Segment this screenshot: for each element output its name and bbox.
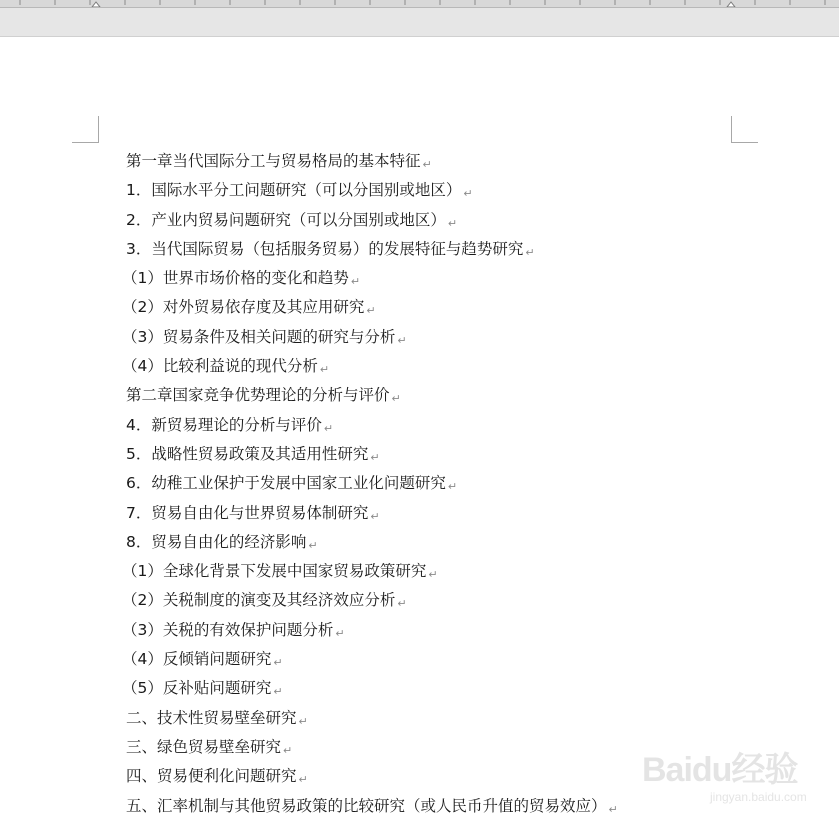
paragraph-mark-icon: ↵ [366,304,376,318]
line-text: （4）反倾销问题研究 [122,650,272,669]
paragraph-mark-icon: ↵ [447,480,458,494]
line-text: 第一章当代国际分工与贸易格局的基本特征 [126,152,421,170]
margin-corner-left [72,116,99,143]
line-text: 第二章国家竞争优势理论的分析与评价 [126,386,390,405]
document-line[interactable] [126,704,766,733]
line-text: （4）比较利益说的现代分析 [122,357,318,376]
document-line[interactable] [122,293,766,322]
document-line[interactable] [126,381,766,410]
paragraph-mark-icon: ↵ [422,158,432,171]
paragraph-mark-icon: ↵ [335,626,345,640]
paragraph-mark-icon: ↵ [350,275,361,289]
line-text: 6．幼稚工业保护于发展中国家工业化问题研究 [126,474,446,493]
document-line[interactable] [126,147,766,176]
indent-marker-icon [92,2,100,7]
paragraph-mark-icon: ↵ [323,421,334,435]
document-line[interactable] [126,235,766,264]
paragraph-mark-icon: ↵ [428,568,438,582]
paragraph-mark-icon: ↵ [463,187,473,201]
paragraph-mark-icon: ↵ [308,538,318,552]
paragraph-mark-icon: ↵ [319,363,330,377]
margin-corner-right [731,116,758,143]
paragraph-mark-icon: ↵ [397,597,407,611]
paragraph-mark-icon: ↵ [525,245,535,259]
document-line[interactable] [122,674,766,703]
paragraph-mark-icon: ↵ [447,216,458,230]
document-line[interactable] [122,323,766,352]
line-text: （3）贸易条件及相关问题的研究与分析 [122,327,396,346]
line-text: 4．新贸易理论的分析与评价 [126,415,322,434]
document-line[interactable] [126,733,766,762]
document-line[interactable] [122,616,766,645]
document-line[interactable] [122,586,766,615]
document-line[interactable] [126,528,766,557]
line-text: 二、技术性贸易壁垒研究 [126,708,297,727]
line-text: （2）对外贸易依存度及其应用研究 [122,298,365,317]
line-text: （1）世界市场价格的变化和趋势 [122,269,349,288]
line-text: 四、贸易便利化问题研究 [126,767,297,786]
document-line[interactable] [126,440,766,469]
document-line[interactable] [122,264,766,293]
watermark-brand: Baidu经验 [642,751,798,789]
ruler-gap [0,8,839,37]
paragraph-mark-icon: ↵ [273,685,283,699]
line-text: 三、绿色贸易壁垒研究 [126,737,282,756]
document-line[interactable] [126,499,766,528]
document-line[interactable] [126,176,766,205]
paragraph-mark-icon: ↵ [298,773,308,787]
paragraph-mark-icon: ↵ [397,333,407,347]
paragraph-mark-icon: ↵ [283,743,293,757]
line-text: （5）反补贴问题研究 [122,679,272,698]
watermark-url: jingyan.baidu.com [710,790,807,804]
paragraph-mark-icon: ↵ [391,392,401,406]
document-line[interactable] [126,469,766,498]
line-text: 5．战略性贸易政策及其适用性研究 [126,444,369,463]
line-text: 1．国际水平分工问题研究（可以分国别或地区） [126,181,462,200]
paragraph-mark-icon: ↵ [273,656,283,670]
document-line[interactable] [126,792,766,821]
line-text: 3．当代国际贸易（包括服务贸易）的发展特征与趋势研究 [126,239,524,258]
paragraph-mark-icon: ↵ [298,714,308,728]
document-line[interactable] [126,206,766,235]
document-body[interactable] [122,147,766,821]
document-line[interactable] [122,645,766,674]
line-text: 2．产业内贸易问题研究（可以分国别或地区） [126,210,446,229]
document-line[interactable] [126,411,766,440]
document-line[interactable] [126,762,766,791]
line-text: 7．贸易自由化与世界贸易体制研究 [126,503,369,522]
line-text: 8．贸易自由化的经济影响 [126,532,307,551]
paragraph-mark-icon: ↵ [370,509,380,523]
line-text: （3）关税的有效保护问题分析 [122,620,334,639]
document-line[interactable] [122,352,766,381]
line-text: （2）关税制度的演变及其经济效应分析 [122,591,396,610]
paragraph-mark-icon: ↵ [608,802,618,816]
document-line[interactable] [122,557,766,586]
line-text: 五、汇率机制与其他贸易政策的比较研究（或人民币升值的贸易效应） [126,796,607,815]
right-indent-icon [727,2,735,7]
horizontal-ruler[interactable] [0,0,839,8]
ruler-ticks [0,0,839,7]
paragraph-mark-icon: ↵ [370,450,380,464]
line-text: （1）全球化背景下发展中国家贸易政策研究 [122,562,427,581]
